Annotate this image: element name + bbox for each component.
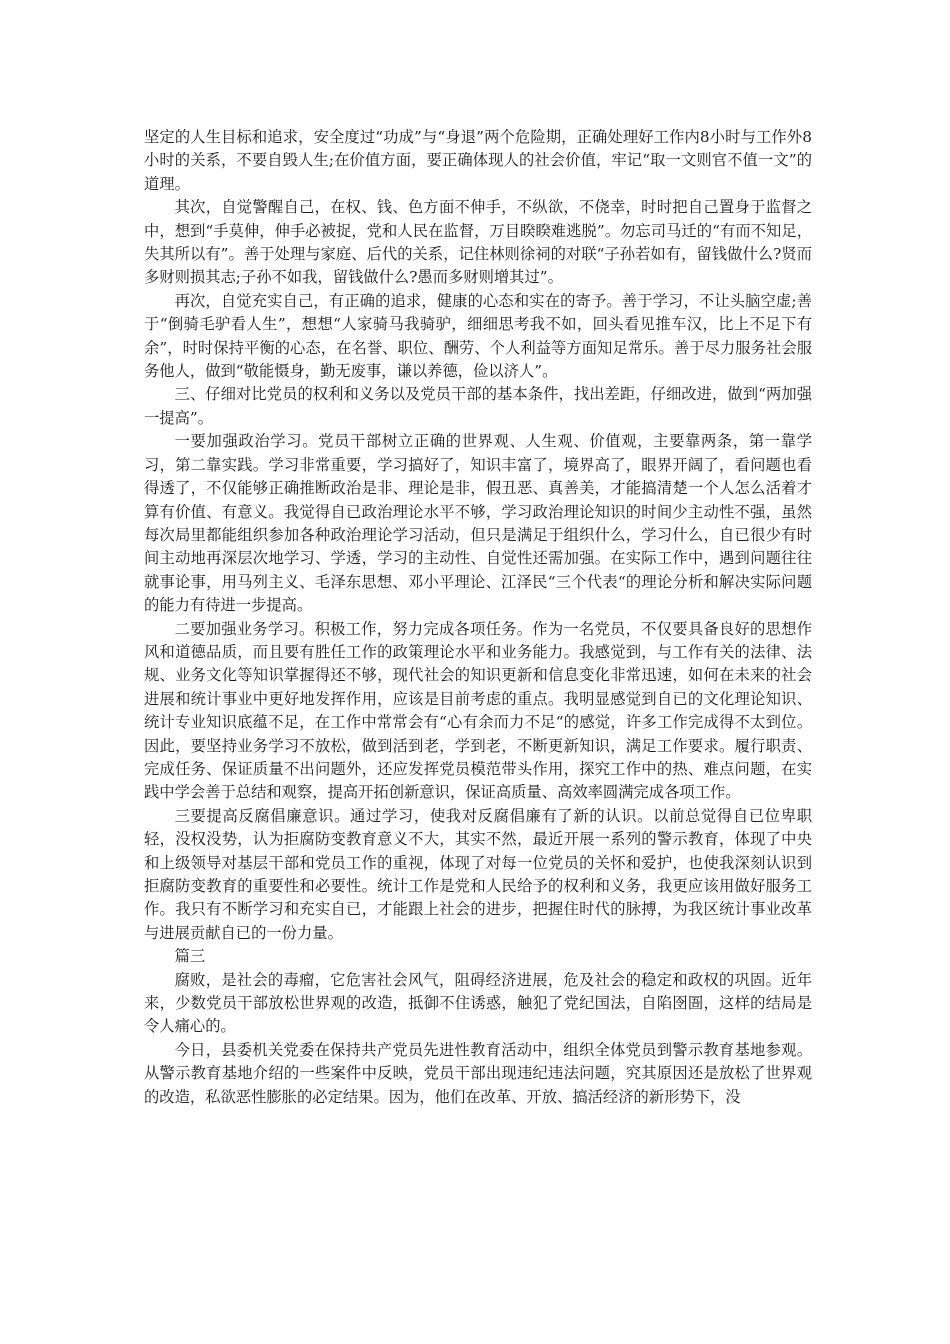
paragraph-political-study: 一要加强政治学习。党员干部树立正确的世界观、人生观、价值观，主要靠两条，第一靠学习，第二靠实践。学习非常重要，学习搞好了，知识丰富了，境界高了，眼界开阔了，看问题也看得透了，不仅能够正确推断政治是非、理论是非，假丑恶、真善美，才能搞清楚一个人怎么活着才算有价值、有意义。我觉得自已政治理论水平不够，学习政治理论知识的时间少主动性不强，虽然每次局里都能组织参加各种政治理论学习活动，但只是满足于组织什么，学习什么，自已很少有时间主动地再深层次地学习、学透，学习的主动性、自觉性还需加强。在实际工作中，遇到问题往往就事论事，用马列主义、毛泽东思想、邓小平理论、江泽民“三个代表“的理论分析和解决实际问题的能力有待进一步提高。 — [144, 432, 812, 615]
article-heading-part-three: 篇三 — [174, 947, 206, 966]
paragraph-thirdly: 再次，自觉充实自己，有正确的追求，健康的心态和实在的寄予。善于学习，不让头脑空虚;善于“倒骑毛驴看人生”，想想“人家骑马我骑驴，细细思考我不如，回头看见推车汉，比上不足下有余”，时时保持平衡的心态，在名誉、职位、酬劳、个人利益等方面知足常乐。善于尽力服务社会服务他人，做到“敬能慑身，勤无废事，谦以养德，俭以济人”。 — [144, 291, 812, 381]
paragraph-continued: 坚定的人生目标和追求，安全度过“功成”与“身退”两个危险期，正确处理好工作内8小时与工作外8小时的关系，不要自毁人生;在价值方面，要正确体现人的社会价值，牢记“取一文则官不值一文”的道理。 — [144, 128, 812, 193]
paragraph-corruption-intro: 腐败，是社会的毒瘤，它危害社会风气，阻碍经济进展，危及社会的稳定和政权的巩固。近年来，少数党员干部放松世界观的改造，抵御不住诱惑，触犯了党纪国法，自陷囹圄，这样的结局是令人痛心的。 — [144, 970, 812, 1036]
paragraph-anti-corruption: 三要提高反腐倡廉意识。通过学习，使我对反腐倡廉有了新的认识。以前总觉得自已位卑职轻，没权没势，认为拒腐防变教育意义不大，其实不然，最近开展一系列的警示教育，体现了中央和上级领导对基层干部和党员工作的重视，体现了对每一位党员的关怀和爱护，也使我深刻认识到拒腐防变教育的重要性和必要性。统计工作是党和人民给予的权利和义务，我更应该用做好服务工作。我只有不断学习和充实自已，才能跟上社会的进步，把握住时代的脉搏，为我区统计事业改革与进展贡献自已的一份力量。 — [144, 806, 812, 942]
paragraph-business-study: 二要加强业务学习。积极工作，努力完成各项任务。作为一名党员，不仅要具备良好的思想作风和道德品质，而且要有胜任工作的政策理论水平和业务能力。我感觉到，与工作有关的法律、法规、业务文化等知识掌握得还不够，现代社会的知识更新和信息变化非常迅速，如何在未来的社会进展和统计事业中更好地发挥作用，应该是目前考虑的重点。我明显感觉到自已的文化理论知识、统计专业知识底蕴不足，在工作中常常会有“心有余而力不足“的感觉，许多工作完成得不太到位。因此，要坚持业务学习不放松，做到活到老，学到老，不断更新知识，满足工作要求。履行职责、完成任务、保证质量不出问题外，还应发挥党员模范带头作用，探究工作中的热、难点问题，在实践中学会善于总结和观察，提高开拓创新意识，保证高质量、高效率圆满完成各项工作。 — [144, 619, 812, 802]
document-body — [144, 126, 812, 1109]
paragraph-warning-education: 今日，县委机关党委在保持共产党员先进性教育活动中，组织全体党员到警示教育基地参观。从警示教育基地介绍的一些案件中反映，党员干部出现违纪违法问题，究其原因还是放松了世界观的改造，私欲恶性膨胀的必定结果。因为，他们在改革、开放、搞活经济的新形势下，没 — [144, 1040, 812, 1106]
paragraph-secondly: 其次，自觉警醒自己，在权、钱、色方面不伸手，不纵欲，不侥幸，时时把自己置身于监督之中，想到“手莫伸，伸手必被捉，党和人民在监督，万目睽睽难逃脱”。勿忘司马迁的“有而不知足，失其所以有”。善于处理与家庭、后代的关系，记住林则徐祠的对联“子孙若如有，留钱做什么?贤而多财则损其志;子孙不如我，留钱做什么?愚而多财则增其过”。 — [144, 198, 812, 287]
section-heading-three: 三、仔细对比党员的权利和义务以及党员干部的基本条件，找出差距，仔细改进，做到“两加强一提高”。 — [144, 385, 812, 427]
